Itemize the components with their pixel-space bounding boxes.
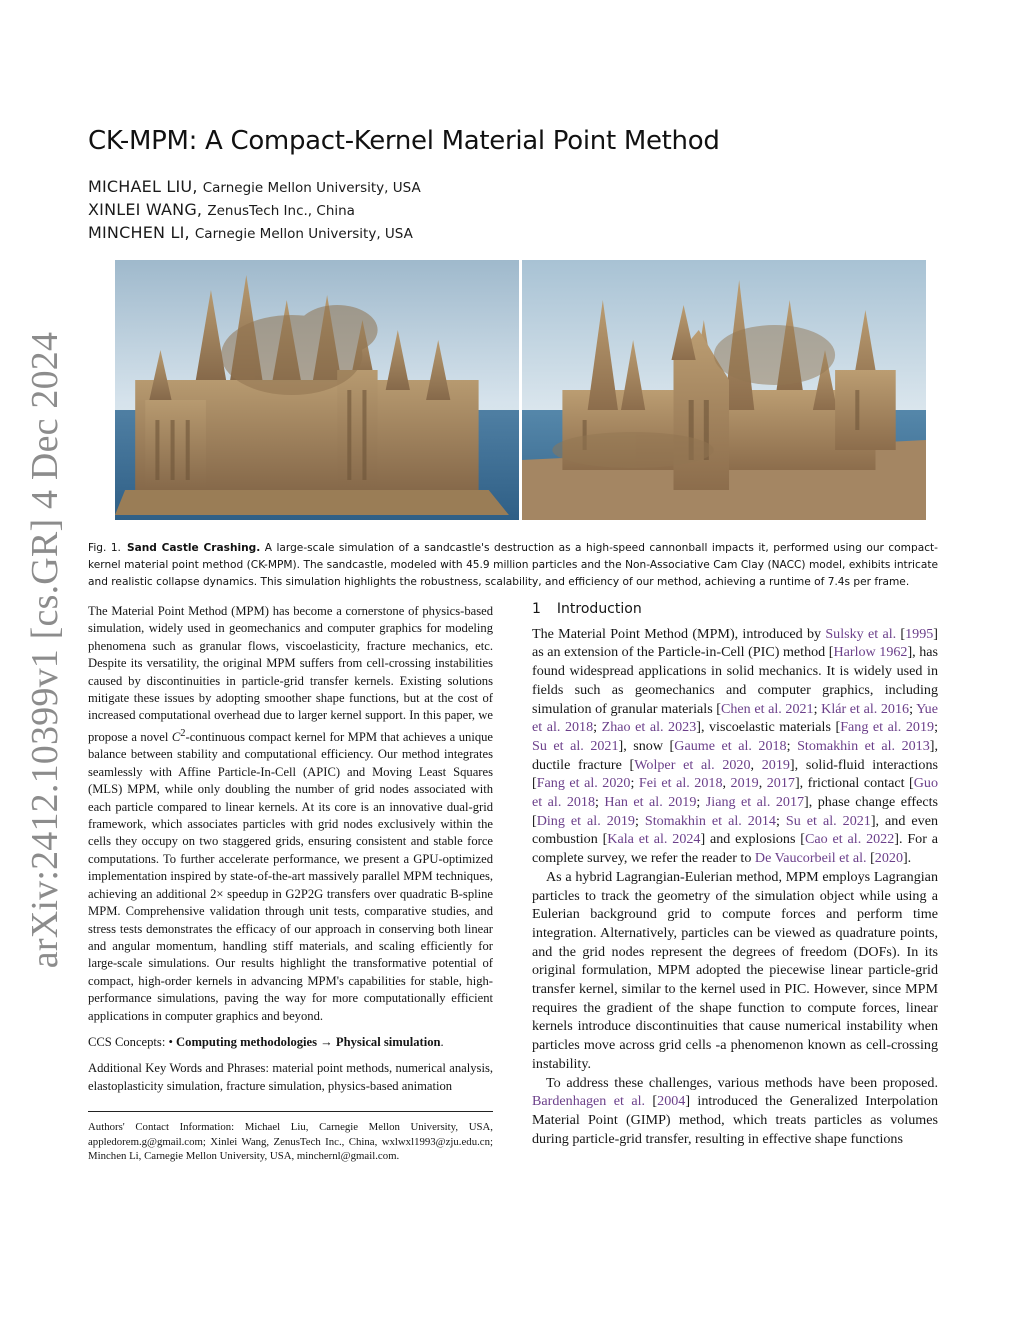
ccs-end: . bbox=[440, 1034, 444, 1049]
figure-panel-left bbox=[115, 260, 519, 520]
paragraph-text: The Material Point Method (MPM), introduced by bbox=[532, 625, 826, 642]
figure-number: Fig. 1. bbox=[88, 542, 121, 554]
citation-link[interactable]: 2019 bbox=[730, 775, 759, 792]
paragraph-text: ] as an extension of the Particle-in-Cell (PIC) method [ bbox=[532, 625, 938, 661]
paragraph-text: , bbox=[722, 775, 731, 792]
arxiv-side-label bbox=[14, 331, 76, 969]
keywords: Additional Key Words and Phrases: material point methods, numerical analysis, elastoplasticity simulation, fracture simulation, physics-based animation bbox=[88, 1061, 493, 1093]
paragraph-text: ], viscoelastic materials [ bbox=[696, 719, 841, 736]
paragraph-text: ], has found widespread applications in solid mechanics. It is widely used in fields such as geomechanics and computer graphics, including simulation of granular materials [ bbox=[532, 644, 939, 717]
ccs-value: Computing methodologies → Physical simulation bbox=[176, 1034, 441, 1049]
citation-link[interactable]: Sulsky et al. bbox=[825, 625, 897, 642]
figure-bold-title: Sand Castle Crashing. bbox=[126, 542, 261, 554]
paragraph-text: ; bbox=[909, 700, 917, 717]
author-entry bbox=[88, 198, 421, 221]
citation-link[interactable]: Fei et al. 2018 bbox=[638, 775, 723, 792]
abstract bbox=[88, 603, 493, 1025]
author-name: MINCHEN LI, bbox=[88, 223, 190, 242]
sandcastle-collapse-render bbox=[115, 260, 519, 520]
right-column bbox=[532, 600, 938, 1148]
paragraph-text: ]. For a complete survey, we refer the reader to bbox=[532, 831, 938, 867]
paragraph-text: , bbox=[750, 756, 762, 773]
paragraph-text: To address these challenges, various methods have been proposed. bbox=[546, 1074, 938, 1091]
citation-link[interactable]: Su et al. 2021 bbox=[785, 812, 871, 829]
author-list bbox=[88, 175, 421, 244]
citation-link[interactable]: 2019 bbox=[761, 756, 790, 773]
paragraph-text: ], phase change effects [ bbox=[532, 794, 938, 829]
paragraph-text: ; bbox=[934, 719, 938, 736]
paragraph-text: ]. bbox=[902, 850, 912, 867]
abstract-c2-sup: 2 bbox=[180, 727, 186, 739]
paragraph-text: ], snow [ bbox=[618, 737, 675, 754]
paragraph-text: ; bbox=[775, 812, 786, 829]
paragraph-text: ; bbox=[696, 794, 706, 811]
citation-link[interactable]: Yue et al. 2018 bbox=[532, 700, 938, 736]
paragraph-text: [ bbox=[866, 850, 875, 867]
citation-link[interactable]: Fang et al. 2020 bbox=[536, 775, 631, 792]
paper-title: CK-MPM: A Compact-Kernel Material Point Method bbox=[88, 126, 720, 156]
citation-link[interactable]: Jiang et al. 2017 bbox=[705, 794, 805, 811]
paragraph-text: ], ductile fracture [ bbox=[532, 737, 938, 773]
paragraph-text: ; bbox=[630, 775, 639, 792]
paragraph-text: ; bbox=[634, 812, 645, 829]
paragraph-text: ] and explosions [ bbox=[700, 831, 805, 848]
abstract-text-2: -continuous compact kernel for MPM that achieves a unique balance between stability and computational efficiency. Our method integrates seamlessly with Affine Particle-In-Cell (APIC) and Moving Least Squares (MLS) MPM, while only doubling the number of grid nodes associated with each particle compared to linear kernels. At its core is an innovative dual-grid framework, which associates particles with grid nodes exclusively within the cells they occupy on two staggered grids, ensuring consistent and stable force computations. To further accelerate performance, we present a GPU-optimized implementation inspired by state-of-the-art massively parallel MPM techniques, achieving an additional 2× speedup in G2P2G transfers over quadratic B-spline MPM. Comprehensive validation through unit tests, comparative studies, and stress tests demonstrates the efficacy of our approach in conserving both linear and angular momentum, handling stiff materials, and scaling efficiently for large-scale simulations. Our results highlight the transformative potential of compact, high-order kernels in advancing MPM's capabilities for stable, high-performance simulations, paving the way for more computationally efficient applications in computer graphics and beyond. bbox=[88, 730, 493, 1023]
citation-link[interactable]: 2004 bbox=[657, 1093, 686, 1110]
paragraph-text: ; bbox=[813, 700, 822, 717]
citation-link[interactable]: 2020 bbox=[874, 850, 903, 867]
intro-paragraph-2: As a hybrid Lagrangian-Eulerian method, MPM employs Lagrangian particles to track the geometry of the simulation object while using a Eulerian background grid to compute forces and perform time integration. Alternatively, particles can be viewed as quadrature points, and the grid nodes represent the degrees of freedom (DOFs). In its original formulation, MPM adopted the piecewise linear particle-grid transfer kernel, similar to the kernel used in PIC. However, since MPM requires the gradient of the shape function to compute forces, linear kernels introduce discontinuities that cause numerical instability when particles move across grid cells -a phenomenon known as cell-crossing instability. bbox=[532, 868, 938, 1072]
paragraph-text: ; bbox=[786, 737, 798, 754]
citation-link[interactable]: 1995 bbox=[905, 625, 934, 642]
paragraph-text: ; bbox=[593, 719, 602, 736]
paragraph-text: ], frictional contact [ bbox=[794, 775, 914, 792]
citation-link[interactable]: Han et al. 2019 bbox=[604, 794, 697, 811]
citation-link[interactable]: Harlow 1962 bbox=[833, 644, 908, 661]
citation-link[interactable]: Stomakhin et al. 2013 bbox=[797, 737, 930, 754]
author-affiliation: ZenusTech Inc., China bbox=[207, 203, 355, 219]
intro-paragraph-3 bbox=[532, 1074, 938, 1149]
section-number: 1 bbox=[532, 601, 541, 617]
citation-link[interactable]: Guo et al. 2018 bbox=[532, 775, 938, 811]
author-name: XINLEI WANG, bbox=[88, 200, 203, 219]
author-entry bbox=[88, 175, 421, 198]
citation-link[interactable]: Klár et al. 2016 bbox=[821, 700, 910, 717]
paragraph-text: ] introduced the Generalized Interpolation Material Point (GIMP) method, which treats particles as volumes during particle-grid transfer, resulting in effective shape functions bbox=[532, 1093, 938, 1147]
section-heading bbox=[532, 600, 938, 619]
citation-link[interactable]: De Vaucorbeil et al. bbox=[754, 850, 867, 867]
teaser-figure bbox=[115, 260, 926, 520]
citation-link[interactable]: Fang et al. 2019 bbox=[840, 719, 935, 736]
citation-link[interactable]: Wolper et al. 2020 bbox=[634, 756, 751, 773]
author-affiliation: Carnegie Mellon University, USA bbox=[202, 180, 421, 196]
citation-link[interactable]: Kala et al. 2024 bbox=[607, 831, 701, 848]
citation-link[interactable]: Chen et al. 2021 bbox=[720, 700, 814, 717]
abstract-text-1: The Material Point Method (MPM) has become a cornerstone of physics-based simulation, widely used in geomechanics and computer graphics for modeling phenomena such as granular flows, viscoelasticity, fracture mechanics, etc. Despite its versatility, the original MPM suffers from cell-crossing instabilities caused by discontinuities in particle-grid transfer kernels. Existing solutions mitigate these issues by adopting smoother shape functions, but at the cost of increased computational overhead due to larger kernel support. In this paper, we propose a novel bbox=[88, 604, 493, 745]
paragraph-text: ], solid-fluid interactions [ bbox=[532, 756, 938, 792]
citation-link[interactable]: Cao et al. 2022 bbox=[805, 831, 895, 848]
citation-link[interactable]: Zhao et al. 2023 bbox=[601, 719, 697, 736]
footnote-rule bbox=[88, 1111, 493, 1112]
citation-link[interactable]: Stomakhin et al. 2014 bbox=[644, 812, 776, 829]
citation-link[interactable]: Su et al. 2021 bbox=[532, 737, 619, 754]
figure-panel-right bbox=[522, 260, 926, 520]
left-column bbox=[88, 603, 493, 1164]
citation-link[interactable]: Gaume et al. 2018 bbox=[674, 737, 787, 754]
author-entry bbox=[88, 221, 421, 244]
figure-caption-text: A large-scale simulation of a sandcastle's destruction as a high-speed cannonball impacts it, performed using our compact-kernel material point method (CK-MPM). The sandcastle, modeled with 45.9 million particles and the Non-Associative Cam Clay (NACC) model, exhibits intricate and realistic collapse dynamics. This simulation highlights the robustness, scalability, and efficiency of our method, achieving a runtime of 7.4s per frame. bbox=[88, 542, 938, 588]
paragraph-text: [ bbox=[896, 625, 906, 642]
citation-link[interactable]: 2017 bbox=[766, 775, 795, 792]
arxiv-identifier: arXiv:2412.10399v1 [cs.GR] 4 Dec 2024 bbox=[24, 331, 66, 969]
figure-caption bbox=[88, 540, 938, 591]
paragraph-text: ], and even combustion [ bbox=[532, 812, 939, 848]
ccs-label: CCS Concepts: • bbox=[88, 1034, 173, 1049]
paragraph-text: , bbox=[758, 775, 767, 792]
sandcastle-impact-render bbox=[522, 260, 926, 520]
paragraph-text: [ bbox=[645, 1093, 658, 1110]
ccs-concepts bbox=[88, 1034, 493, 1051]
abstract-c2: C bbox=[171, 730, 181, 745]
paragraph-text: ; bbox=[595, 794, 605, 811]
intro-paragraph-1 bbox=[532, 625, 938, 868]
contact-information: Authors' Contact Information: Michael Liu, Carnegie Mellon University, USA, appledorem.g@gmail.com; Xinlei Wang, ZenusTech Inc., China, wxlwxl1993@zju.edu.cn; Minchen Li, Carnegie Mellon University, USA, minchernl@gmail.com. bbox=[88, 1121, 493, 1163]
author-name: MICHAEL LIU, bbox=[88, 177, 198, 196]
author-affiliation: Carnegie Mellon University, USA bbox=[194, 226, 413, 242]
citation-link[interactable]: Bardenhagen et al. bbox=[532, 1093, 646, 1110]
citation-link[interactable]: Ding et al. 2019 bbox=[536, 812, 635, 829]
section-title: Introduction bbox=[556, 601, 642, 617]
